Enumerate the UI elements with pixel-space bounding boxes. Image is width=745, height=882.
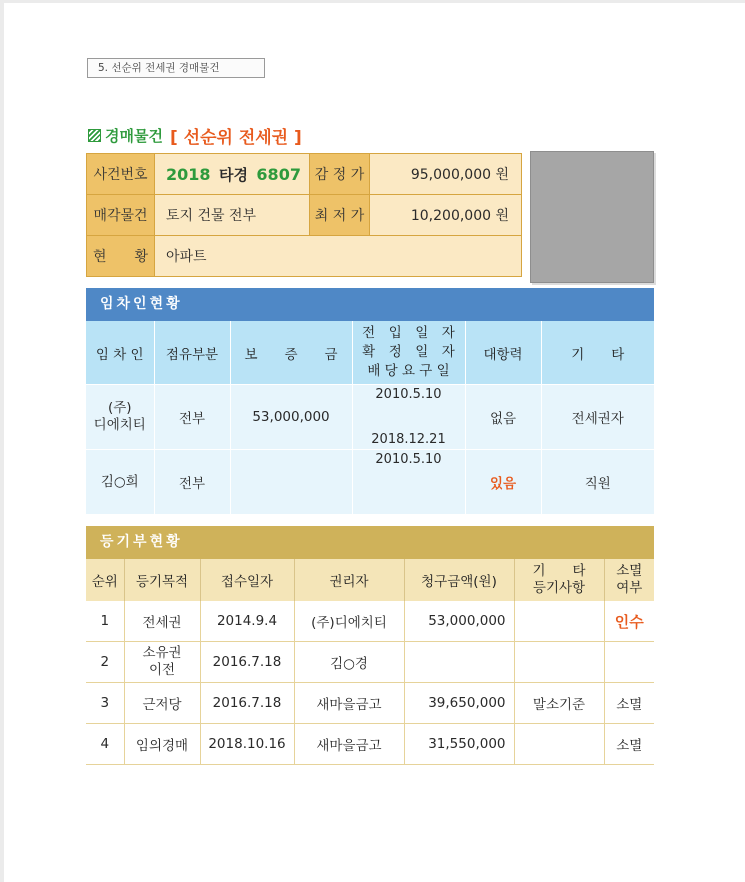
case-type: 타경: [218, 165, 248, 184]
tenant-section-bar: 임차인현황: [86, 288, 654, 321]
reg-date: 2014.9.4: [200, 601, 294, 642]
tenant-name-line1: 김○희: [100, 473, 139, 490]
reg-order: 3: [86, 683, 124, 724]
reg-holder: 새마을금고: [294, 724, 404, 765]
th-reg-etc: [514, 559, 604, 601]
tenant-etc: 직원: [541, 450, 654, 515]
reg-extinct: 인수: [604, 601, 654, 642]
th-reg-etc-line2: 등기사항: [532, 580, 586, 596]
th-tenant: 임 차 인: [86, 321, 154, 385]
table-row: [86, 642, 654, 683]
table-row: [86, 450, 654, 515]
tenant-name-line1: (주): [107, 400, 132, 416]
reg-purpose: [124, 642, 200, 683]
register-section-bar: 등기부현황: [86, 526, 654, 559]
tenant-occupancy: 전부: [154, 385, 230, 450]
tenant-opposing: 없음: [465, 385, 541, 450]
reg-claim: 31,550,000: [404, 724, 514, 765]
tenant-occupancy: 전부: [154, 450, 230, 515]
case-year: 2018: [166, 164, 211, 184]
reg-etc: [514, 642, 604, 683]
th-deposit: 보 증 금: [230, 321, 352, 385]
th-reg-etc-line1: 기 타: [532, 563, 586, 579]
th-holder: 권리자: [294, 559, 404, 601]
case-number-value: [155, 154, 310, 195]
move-in-date: 2010.5.10: [375, 387, 442, 402]
tenant-name: [86, 450, 154, 515]
reg-order: 4: [86, 724, 124, 765]
table-row: [86, 385, 654, 450]
th-occupancy: 점유부분: [154, 321, 230, 385]
th-dates: [352, 321, 465, 385]
status-value: 아파트: [155, 236, 522, 277]
table-row: [86, 724, 654, 765]
move-in-date: 2010.5.10: [375, 452, 442, 467]
reg-purpose: 전세권: [124, 601, 200, 642]
sale-type-label: 매각물건: [87, 195, 155, 236]
reg-order: 2: [86, 642, 124, 683]
tenant-name-line2: 디에치티: [93, 417, 146, 433]
tenant-dates: [352, 450, 465, 515]
chapter-label: 5. 선순위 전세권 경매물건: [87, 58, 265, 78]
case-no: 6807: [256, 164, 301, 184]
reg-date: 2018.10.16: [200, 724, 294, 765]
reg-order: 1: [86, 601, 124, 642]
tenant-deposit: [230, 450, 352, 515]
tenant-table: [86, 321, 654, 514]
min-price-value: 10,200,000 원: [370, 195, 522, 236]
reg-purpose-line2: 이전: [148, 662, 176, 678]
th-extinct-line2: 여부: [616, 580, 643, 596]
th-dates-line2: 확 정 일 자: [362, 344, 455, 360]
th-purpose: 등기목적: [124, 559, 200, 601]
reg-extinct: 소멸: [604, 724, 654, 765]
reg-extinct: 소멸: [604, 683, 654, 724]
th-extinct-line1: 소멸: [616, 563, 643, 579]
reg-date: 2016.7.18: [200, 642, 294, 683]
tenant-etc: 전세권자: [541, 385, 654, 450]
th-extinct: [604, 559, 654, 601]
reg-etc: [514, 724, 604, 765]
reg-purpose: 임의경매: [124, 724, 200, 765]
tenant-deposit: 53,000,000: [230, 385, 352, 450]
reg-etc: 말소기준: [514, 683, 604, 724]
reg-purpose-line1: 소유권: [142, 645, 182, 661]
reg-holder: 김○경: [294, 642, 404, 683]
tenant-opposing: 있음: [465, 450, 541, 515]
table-row: [86, 601, 654, 642]
table-row: [86, 683, 654, 724]
reg-claim: 39,650,000: [404, 683, 514, 724]
section-title: [88, 123, 302, 147]
th-dates-line3: 배 당 요 구 일: [367, 363, 450, 379]
th-receipt-date: 접수일자: [200, 559, 294, 601]
reg-holder: 새마을금고: [294, 683, 404, 724]
title-label: 경매물건: [105, 126, 163, 145]
sale-type-value: 토지 건물 전부: [155, 195, 310, 236]
tenant-name: [86, 385, 154, 450]
case-summary-table: [86, 153, 522, 277]
min-price-label: 최 저 가: [310, 195, 370, 236]
appraisal-value: 95,000,000 원: [370, 154, 522, 195]
register-header-row: [86, 559, 654, 601]
appraisal-label: 감 정 가: [310, 154, 370, 195]
reg-purpose: 근저당: [124, 683, 200, 724]
tenant-header-row: [86, 321, 654, 385]
dividend-request-date: 2018.12.21: [371, 432, 446, 447]
tenant-dates: [352, 385, 465, 450]
case-number-label: 사건번호: [87, 154, 155, 195]
th-order: 순위: [86, 559, 124, 601]
reg-holder: (주)디에치티: [294, 601, 404, 642]
property-photo-placeholder: [530, 151, 654, 283]
status-label: 현 황: [87, 236, 155, 277]
reg-date: 2016.7.18: [200, 683, 294, 724]
th-dates-line1: 전 입 일 자: [362, 325, 455, 341]
register-table: [86, 559, 654, 765]
reg-extinct: [604, 642, 654, 683]
th-etc: 기 타: [541, 321, 654, 385]
reg-claim: 53,000,000: [404, 601, 514, 642]
th-claim: 청구금액(원): [404, 559, 514, 601]
hatch-square-icon: [88, 129, 101, 142]
reg-etc: [514, 601, 604, 642]
th-opposing: 대항력: [465, 321, 541, 385]
title-bracket: [ 선순위 전세권 ]: [169, 127, 302, 148]
reg-claim: [404, 642, 514, 683]
